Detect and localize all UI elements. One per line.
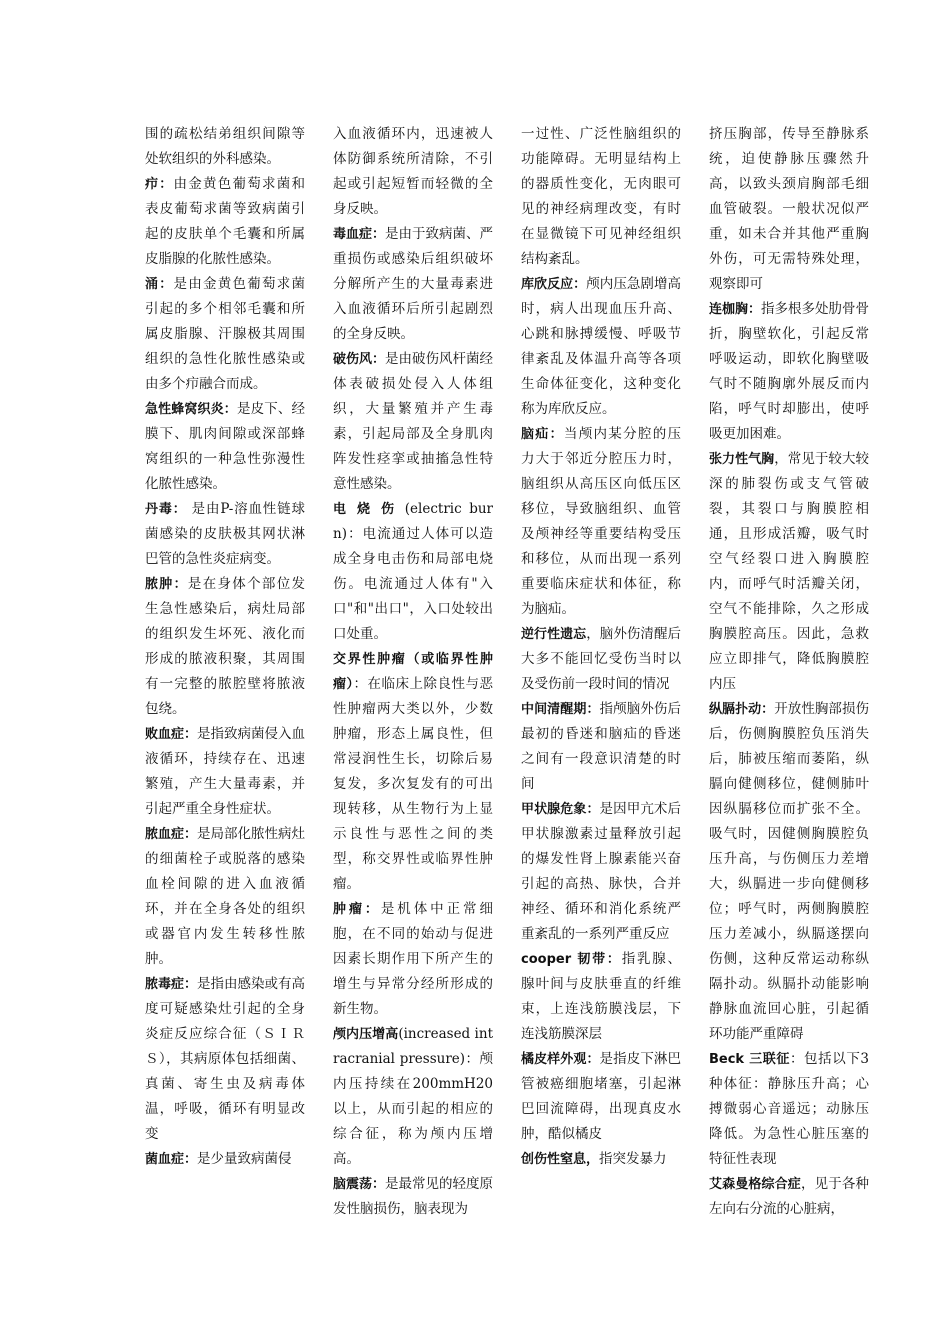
entry-definition: (electric burn)：电流通过人体可以造成全身电击伤和局部电烧伤。电流通过人体有"入口"和"出口"，入口处较出口处重。 (333, 501, 493, 642)
entry (333, 1172, 493, 1222)
entry-definition: 是由破伤风杆菌经体表破损处侵入人体组织，大量繁殖并产生毒素，引起局部及全身肌肉阵发性痉挛或抽搐急性特意性感染。 (333, 351, 494, 492)
entry-term: 甲状腺危象： (521, 802, 600, 817)
entry-term: 中间清醒期： (521, 702, 600, 717)
entry-definition: 是皮下、经膜下、肌肉间隙或深部蜂窝组织的一种急性弥漫性化脓性感染。 (145, 401, 305, 492)
entry (709, 122, 869, 297)
entry-term: 肿瘤： (333, 902, 381, 917)
entry (521, 947, 681, 1047)
entry (145, 497, 305, 572)
entry-definition: 是指皮下淋巴管被癌细胞堵塞，引起淋巴回流障碍，出现真皮水肿，酷似橘皮 (521, 1051, 681, 1142)
entry-definition: ：在临床上除良性与恶性肿瘤两大类以外，少数肿瘤，形态上属良性，但常浸润性生长，切除后易复发，多次复发有的可出现转移，从生物行为上显示良性与恶性之间的类型，称交界性或临界性肿瘤。 (333, 676, 493, 892)
entry (333, 497, 493, 647)
entry (145, 572, 305, 722)
entry-definition: ，见于各种左向右分流的心脏病， (709, 1176, 869, 1217)
entry-term: 败血症： (145, 727, 198, 742)
entry-definition: 指突发暴力 (599, 1151, 667, 1167)
entry-definition: 是由于致病菌、严重损伤或感染后组织破坏分解所产生的大量毒素进入血液循环后所引起剧烈的全身反映。 (333, 226, 494, 342)
entry-definition: (increased intracranial pressure)：颅内压持续在200mmH20以上，从而引起的相应的综合征，称为颅内压增高。 (333, 1026, 493, 1167)
entry-term: 电 烧 伤 (333, 502, 398, 517)
entry-definition: 是局部化脓性病灶的细菌栓子或脱落的感染血栓间隙的进入血液循环，并在全身各处的组织或器官内发生转移性脓肿。 (145, 826, 306, 967)
entry-definition: 是指由感染或有高度可疑感染灶引起的全身炎症反应综合征（ＳＩＲＳ），其病原体包括细菌、真菌、寄生虫及病毒体温，呼吸，循环有明显改变 (145, 976, 306, 1142)
entry (709, 297, 869, 447)
entry (709, 1047, 869, 1172)
entry-term: 菌血症： (145, 1152, 198, 1167)
column-1 (145, 122, 305, 1172)
entry-definition: 挤压胸部，传导至静脉系统，迫使静脉压骤然升高，以致头颈肩胸部毛细血管破裂。一般状况似严重，如未合并其他严重胸外伤，可无需特殊处理，观察即可 (709, 126, 869, 292)
entry-term: 脓肿： (145, 577, 188, 592)
entry-definition: 是少量致病菌侵 (197, 1151, 292, 1167)
entry-term: 脓毒症： (145, 977, 198, 992)
entry-definition: 由金黄色葡萄求菌和表皮葡萄求菌等致病菌引起的皮肤单个毛囊和所属皮脂腺的化脓性感染。 (145, 176, 305, 267)
entry-definition: 颅内压急剧增高时，病人出现血压升高、心跳和脉搏缓慢、呼吸节律紊乱及体温升高等各项生命体征变化，这种变化称为库欣反应。 (521, 276, 681, 417)
entry-term: 创伤性窒息， (521, 1152, 600, 1167)
entry (145, 272, 305, 397)
entry (145, 122, 305, 172)
entry (333, 897, 493, 1022)
entry (521, 122, 681, 272)
entry-term: 颅内压增高 (333, 1027, 399, 1042)
entry (521, 272, 681, 422)
entry-definition: 是最常见的轻度原发性脑损伤，脑表现为 (333, 1176, 494, 1217)
entry-definition: ，脑外伤清醒后大多不能回忆受伤当时以及受伤前一段时间的情况 (521, 626, 681, 692)
entry-definition: 指颅脑外伤后最初的昏迷和脑疝的昏迷之间有一段意识清楚的时间 (521, 701, 681, 792)
entry-definition: 是机体中正常细胞，在不同的始动与促进因素长期作用下所产生的增生与异常分经所形成的新生物。 (333, 901, 493, 1017)
entry (521, 422, 681, 622)
entry-term: 交界性肿瘤（或临界性肿瘤） (333, 652, 493, 692)
entry-definition: ，常见于较大较深的肺裂伤或支气管破裂，其裂口与胸膜腔相通，且形成活瓣，吸气时空气经裂口进入胸膜腔内，而呼气时活瓣关闭，空气不能排除，久之形成胸膜腔高压。因此，急救应立即排气，降低胸膜腔内压 (709, 451, 869, 692)
entry-definition: 入血液循环内，迅速被人体防御系统所清除，不引起或引起短暂而轻微的全身反映。 (333, 126, 493, 217)
entry-term: 急性蜂窝织炎： (145, 402, 237, 417)
entry (145, 1147, 305, 1172)
entry-definition: 一过性、广泛性脑组织的功能障碍。无明显结构上的器质性变化，无肉眼可见的神经病理改变，有时在显微镜下可见神经组织结构紊乱。 (521, 126, 681, 267)
entry-term: 张力性气胸 (709, 452, 775, 467)
entry-term: 纵膈扑动： (709, 702, 775, 717)
entry-term: 脑震荡： (333, 1177, 386, 1192)
entry-term: 脓血症： (145, 827, 198, 842)
entry-term: 破伤风： (333, 352, 386, 367)
entry (709, 447, 869, 697)
entry-term: 库欣反应： (521, 277, 587, 292)
entry (709, 1172, 869, 1222)
entry (521, 1147, 681, 1172)
entry-definition: 开放性胸部损伤后，伤侧胸膜腔负压消失后，肺被压缩而萎陷，纵膈向健侧移位，健侧肺叶因纵膈移位而扩张不全。吸气时，因健侧胸膜腔负压升高，与伤侧压力差增大，纵膈进一步向健侧移位；呼气时，两侧胸膜腔压力差减小，纵膈遂摆向伤侧，这种反常运动称纵隔扑动。纵膈扑动能影响静脉血流回心脏，引起循环功能严重障碍 (709, 701, 869, 1042)
entry (145, 397, 305, 497)
entry-definition: 围的疏松结弟组织间隙等处软组织的外科感染。 (145, 126, 305, 167)
entry-term: cooper 韧带： (521, 952, 622, 967)
entry-term: 连枷胸： (709, 302, 762, 317)
entry-definition: 是因甲亢术后甲状腺激素过量释放引起的爆发性肾上腺素能兴奋引起的高热、脉快，合并神经、循环和消化系统严重紊乱的一系列严重反应 (521, 801, 681, 942)
entry-term: 丹毒： (145, 502, 187, 517)
entry-term: 毒血症： (333, 227, 386, 242)
entry (521, 1047, 681, 1147)
entry-term: 疖： (145, 177, 174, 192)
entry-term: 橘皮样外观： (521, 1052, 600, 1067)
column-4 (709, 122, 869, 1222)
entry (145, 822, 305, 972)
entry-term: Beck 三联征 (709, 1052, 790, 1067)
entry (145, 722, 305, 822)
column-2 (333, 122, 493, 1222)
entry-definition: 指多根多处肋骨骨折，胸壁软化，引起反常呼吸运动，即软化胸壁吸气时不随胸廓外展反而内陷，呼气时却膨出，使呼吸更加困难。 (709, 301, 870, 442)
entry (145, 972, 305, 1147)
entry-definition: 指乳腺、腺叶间与皮肤垂直的纤维束，上连浅筋膜浅层，下连浅筋膜深层 (521, 951, 681, 1042)
entry (333, 222, 493, 347)
entry (145, 172, 305, 272)
entry (521, 622, 681, 697)
entry-definition: 当颅内某分腔的压力大于邻近分腔压力时，脑组织从高压区向低压区移位，导致脑组织、血管及颅神经等重要结构受压和移位，从而出现一系列重要临床症状和体征，称为脑疝。 (521, 426, 681, 617)
entry-definition: 是在身体个部位发生急性感染后，病灶局部的组织发生坏死、液化而形成的脓液积聚，其周围有一完整的脓腔壁将脓液包绕。 (145, 576, 305, 717)
entry-term: 涌： (145, 277, 174, 292)
entry-term: 艾森曼格综合症 (709, 1177, 801, 1192)
entry (521, 697, 681, 797)
entry (333, 647, 493, 897)
entry (709, 697, 869, 1047)
entry-definition: ：包括以下3种体征：静脉压升高；心搏微弱心音遥远；动脉压降低。为急性心脏压塞的特征性表现 (709, 1051, 870, 1167)
entry (333, 1022, 493, 1172)
entry (521, 797, 681, 947)
entry-term: 脑疝： (521, 427, 564, 442)
entry (333, 347, 493, 497)
entry (333, 122, 493, 222)
entry-definition: 是指致病菌侵入血液循环，持续存在、迅速繁殖，产生大量毒素，并引起严重全身性症状。 (145, 726, 306, 817)
entry-definition: 是由P-溶血性链球菌感染的皮肤极其网状淋巴管的急性炎症病变。 (145, 501, 305, 567)
entry-term: 逆行性遗忘 (521, 627, 587, 642)
entry-definition: 是由金黄色葡萄求菌引起的多个相邻毛囊和所属皮脂腺、汗腺极其周围组织的急性化脓性感染或由多个疖融合而成。 (145, 276, 305, 392)
column-3 (521, 122, 681, 1172)
